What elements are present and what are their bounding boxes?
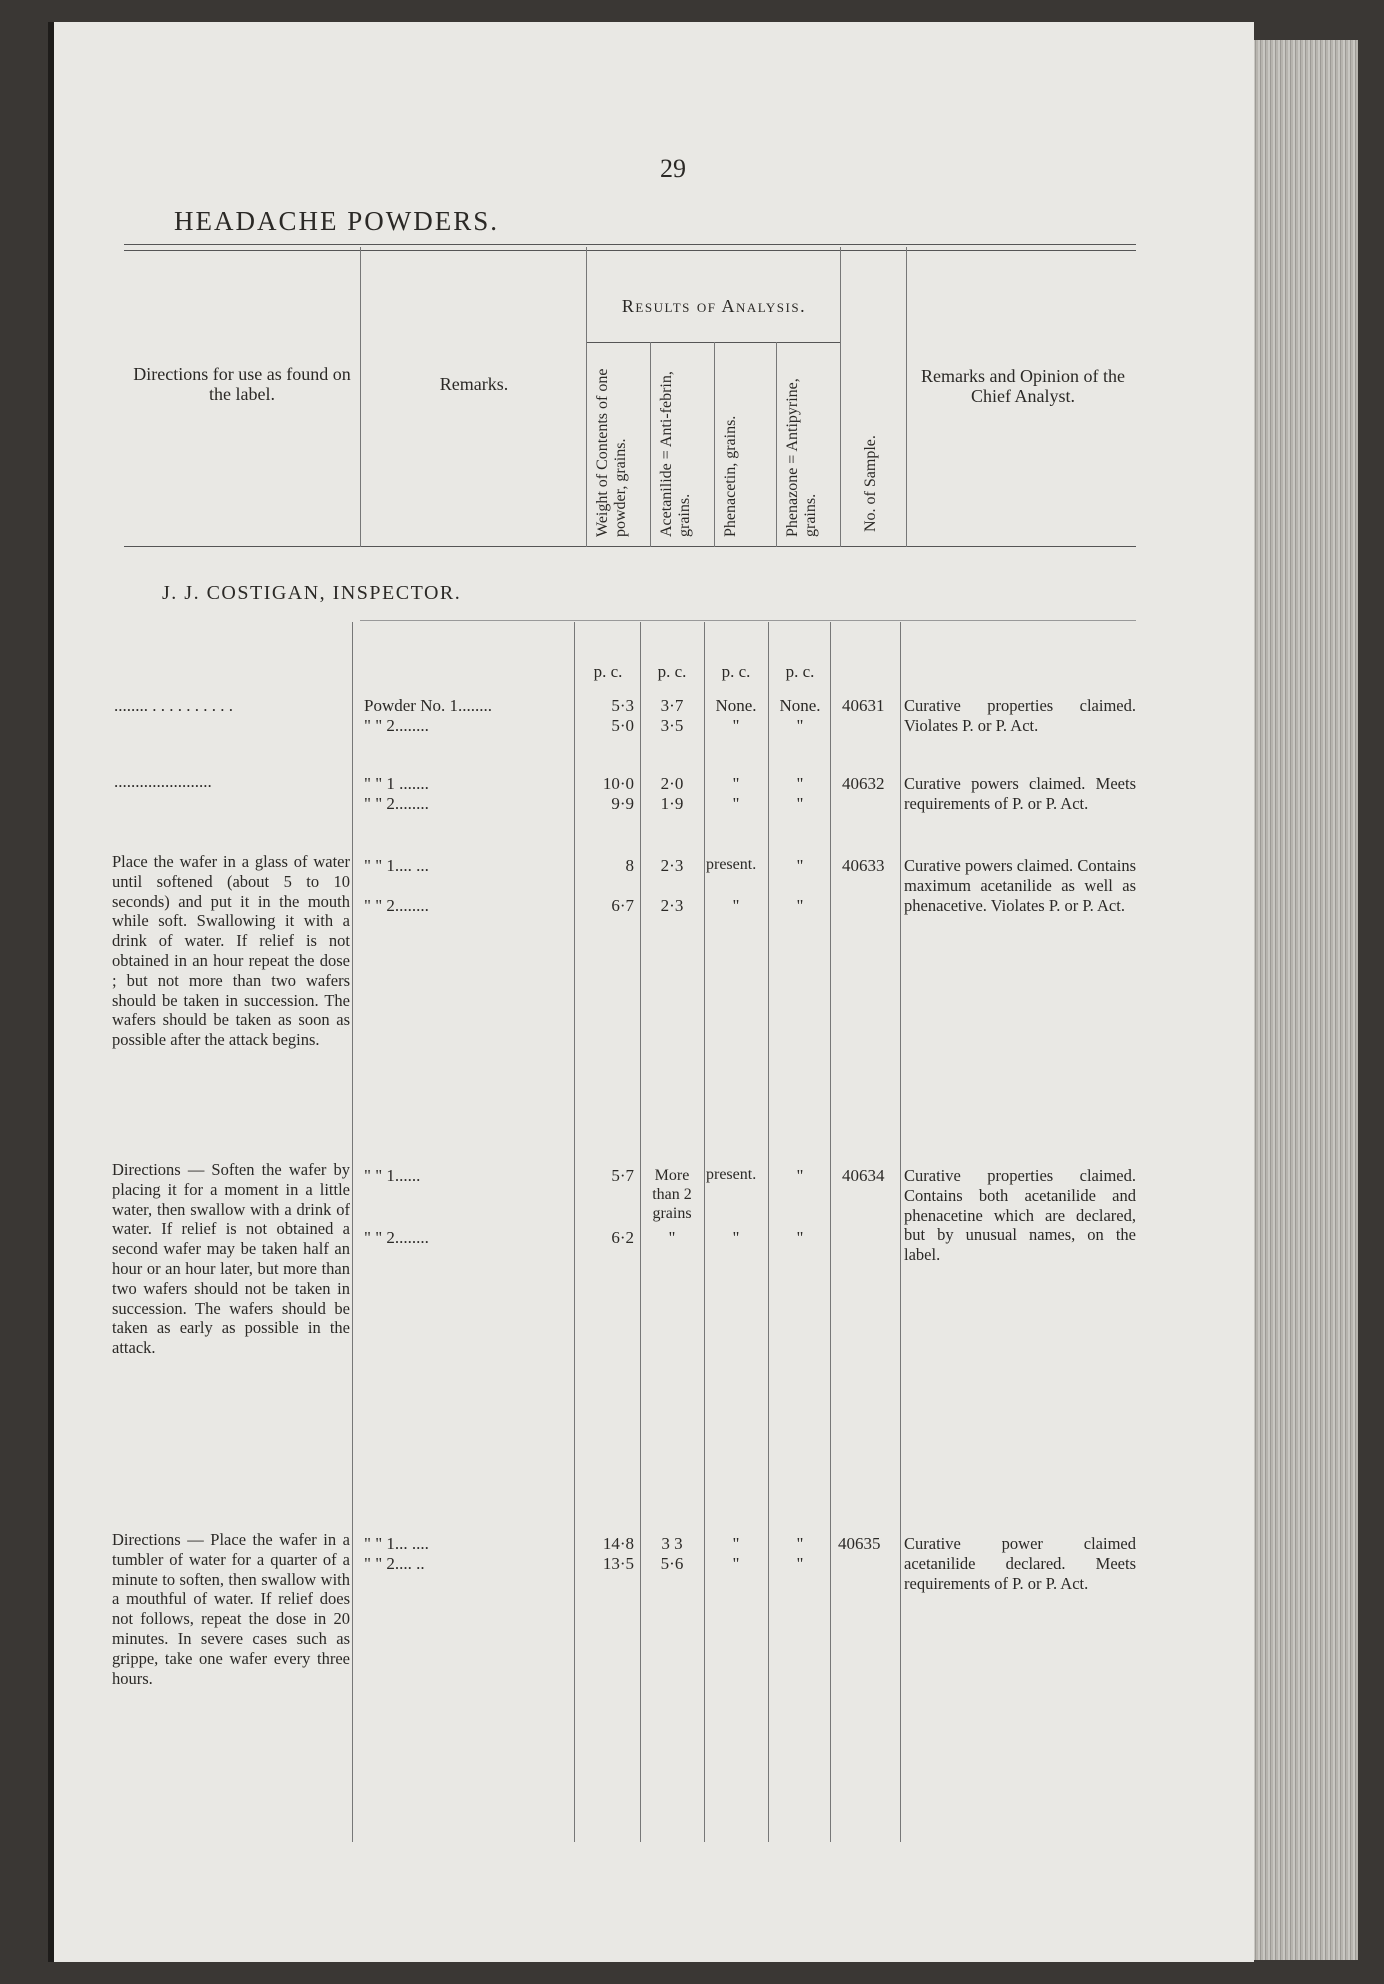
header-weight: Weight of Contents of one powder, grains.: [594, 368, 629, 537]
unit-phenacetin: p. c.: [721, 662, 751, 681]
weight-40633-2: 6·7: [611, 896, 634, 915]
phenazone-40631-1: None.: [779, 696, 821, 715]
acetanilide-40633-1: 2·3: [660, 856, 684, 875]
header-results-of-analysis: Results of Analysis.: [621, 296, 807, 316]
book-page-edge: [1248, 40, 1358, 1960]
weight-40634-2: 6·2: [611, 1228, 634, 1247]
header-phenacetin: Phenacetin, grains.: [722, 415, 739, 537]
col-sep: [768, 622, 769, 1842]
col-sep: [840, 247, 841, 547]
col-sep: [360, 247, 361, 547]
header-phenazone: Phenazone = Antipyrine, grains.: [784, 378, 819, 537]
sample-no-40632: 40632: [842, 774, 885, 793]
weight-40631-1: 5·3: [611, 696, 634, 715]
phenacetin-40634-2: ": [732, 1228, 740, 1247]
unit-acetanilide: p. c.: [657, 662, 687, 681]
phenacetin-40634-1: present.: [706, 1166, 757, 1183]
col-sep: [574, 622, 575, 1842]
header-bottom-rule: [124, 546, 1136, 547]
directions-40635: Directions — Place the wafer in a tumbler of water for a quarter of a minute to soften, then swallow with a mouthful of water. If relief does not follows, repeat the dose in 20 minutes. In severe cases such as grippe, take one wafer every three hours.: [112, 1530, 350, 1688]
inspector-rule: [360, 620, 1136, 621]
phenazone-40634-2: ": [796, 1228, 804, 1247]
phenazone-40633-2: ": [796, 896, 804, 915]
remark-40635-2: " " 2.... ..: [364, 1554, 425, 1573]
col-sep: [830, 622, 831, 1842]
phenazone-40635-2: ": [796, 1554, 804, 1573]
weight-40632-1: 10·0: [602, 774, 634, 793]
inspector-heading: J. J. COSTIGAN, INSPECTOR.: [162, 582, 462, 604]
header-top-rule-thin: [124, 250, 1136, 251]
acetanilide-40635-1: 3 3: [661, 1534, 683, 1553]
weight-40635-2: 13·5: [602, 1554, 634, 1573]
phenazone-40632-1: ": [796, 774, 804, 793]
phenacetin-40635-1: ": [732, 1534, 740, 1553]
remark-40634-1: " " 1......: [364, 1166, 421, 1185]
acetanilide-40634-1: More than 2 grains: [652, 1167, 692, 1222]
opinion-40632: Curative powers claimed. Meets requirements of P. or P. Act.: [904, 774, 1136, 813]
header-sample-no: No. of Sample.: [862, 435, 879, 532]
directions-40632: .......................: [114, 772, 212, 791]
weight-40632-2: 9·9: [611, 794, 634, 813]
acetanilide-40632-2: 1·9: [660, 794, 684, 813]
phenazone-40632-2: ": [796, 794, 804, 813]
col-sep: [900, 622, 901, 1842]
phenacetin-40631-2: ": [732, 716, 740, 735]
col-sep: [352, 622, 353, 1842]
directions-40634: Directions — Soften the wafer by placing it for a moment in a little water, then swallow with a drink of water. If relief is not obtained a second wafer may be taken half an hour or an hour later, but more than two wafers should not be taken in succession. The wafers should be taken as early as possible in the attack.: [112, 1160, 350, 1358]
col-sep: [640, 622, 641, 1842]
page-number: 29: [660, 154, 686, 183]
remark-40632-2: " " 2........: [364, 794, 429, 813]
remark-40631-2: " " 2........: [364, 716, 429, 735]
weight-40635-1: 14·8: [602, 1534, 634, 1553]
remark-40633-1: " " 1.... ...: [364, 856, 429, 875]
weight-40634-1: 5·7: [611, 1166, 634, 1185]
col-sep: [714, 342, 715, 547]
sample-no-40634: 40634: [842, 1166, 885, 1185]
phenacetin-40632-1: ": [732, 774, 740, 793]
remark-40634-2: " " 2........: [364, 1228, 429, 1247]
col-sep: [906, 247, 907, 547]
phenazone-40634-1: ": [796, 1166, 804, 1185]
directions-40631: ........ . . . . . . . . . .: [114, 696, 233, 715]
remark-40633-2: " " 2........: [364, 896, 429, 915]
col-sep: [776, 342, 777, 547]
phenacetin-40631-1: None.: [715, 696, 757, 715]
unit-weight: p. c.: [593, 662, 623, 681]
directions-40633: Place the wafer in a glass of water until softened (about 5 to 10 seconds) and put it in the mouth while soft. Swallowing it with a drink of water. If relief is not obtained in an hour repeat the dose ; but not more than two wafers should be taken in succession. The wafers should be taken as soon as possible after the attack begins.: [112, 852, 350, 1050]
phenacetin-40633-2: ": [732, 896, 740, 915]
header-opinion: Remarks and Opinion of the Chief Analyst.: [921, 366, 1125, 406]
book-page: [48, 22, 1254, 1962]
phenazone-40633-1: ": [796, 856, 804, 875]
phenacetin-40632-2: ": [732, 794, 740, 813]
opinion-40634: Curative properties claimed. Contains both acetanilide and phenacetine which are declared, but by unusual names, on the label.: [904, 1166, 1136, 1265]
header-directions: Directions for use as found on the label.: [133, 364, 351, 404]
header-acetanilide: Acetanilide = Anti-febrin, grains.: [658, 371, 693, 537]
opinion-40633: Curative powers claimed. Contains maximum acetanilide as well as phenacetive. Violates P. or P. Act.: [904, 856, 1136, 915]
acetanilide-40631-1: 3·7: [660, 696, 684, 715]
phenazone-40631-2: ": [796, 716, 804, 735]
phenazone-40635-1: ": [796, 1534, 804, 1553]
weight-40633-1: 8: [625, 856, 634, 875]
remark-40635-1: " " 1... ....: [364, 1534, 429, 1553]
acetanilide-40633-2: 2·3: [660, 896, 684, 915]
phenacetin-40633-1: present.: [706, 856, 757, 873]
col-sep: [586, 247, 587, 547]
remark-40632-1: " " 1 .......: [364, 774, 429, 793]
results-rule: [586, 342, 840, 343]
opinion-40635: Curative power claimed acetanilide declared. Meets requirements of P. or P. Act.: [904, 1534, 1136, 1593]
weight-40631-2: 5·0: [611, 716, 634, 735]
col-sep: [650, 342, 651, 547]
sample-no-40633: 40633: [842, 856, 885, 875]
acetanilide-40632-1: 2·0: [660, 774, 684, 793]
acetanilide-40634-2: ": [668, 1228, 676, 1247]
acetanilide-40631-2: 3·5: [660, 716, 684, 735]
sample-no-40631: 40631: [842, 696, 885, 715]
header-remarks: Remarks.: [439, 374, 509, 394]
header-top-rule: [124, 244, 1136, 245]
col-sep: [704, 622, 705, 1842]
acetanilide-40635-2: 5·6: [660, 1554, 684, 1573]
unit-phenazone: p. c.: [785, 662, 815, 681]
sample-no-40635: 40635: [838, 1534, 881, 1553]
remark-40631-1: Powder No. 1........: [364, 696, 492, 715]
phenacetin-40635-2: ": [732, 1554, 740, 1573]
page-title: HEADACHE POWDERS.: [174, 206, 500, 236]
opinion-40631: Curative properties claimed. Violates P. or P. Act.: [904, 696, 1136, 735]
